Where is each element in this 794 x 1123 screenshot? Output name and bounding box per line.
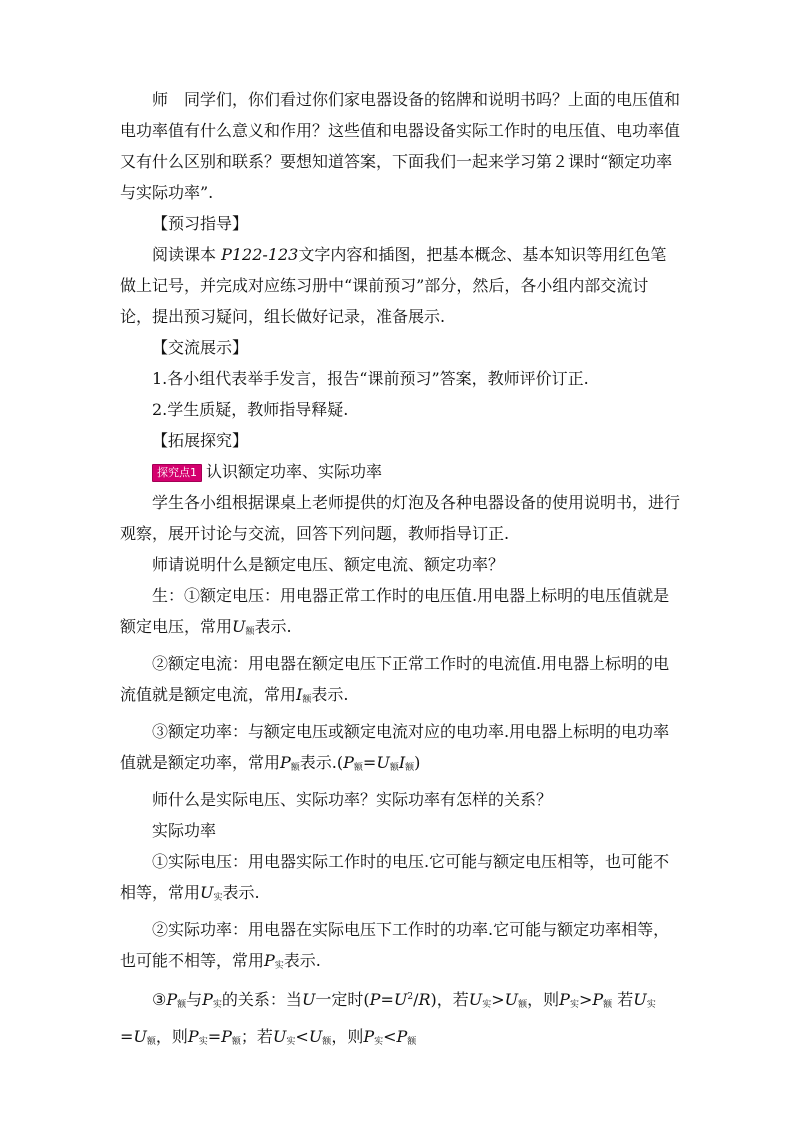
question-1: 师请说明什么是额定电压、额定电流、额定功率？ [152,555,505,574]
actual-power: ②实际功率：用电器在实际电压下工作时的功率.它可能与额定功率相等，也可能不相等，常用$P_实$表示. [120,920,670,971]
answer-rated-voltage: 生：①额定电压：用电器正常工作时的电压值.用电器上标明的电压值就是额定电压，常用$U_额$表示. [120,586,670,637]
heading-exchange: 【交流展示】 [152,338,249,357]
groups-paragraph: 学生各小组根据课桌上老师提供的灯泡及各种电器设备的使用说明书，进行观察，展开讨论与交流，回答下列问题，教师指导订正. [120,493,681,543]
exploration-point-heading [120,456,680,487]
document-page [120,84,680,1058]
exchange-item-1: 1.各小组代表举手发言，报告“课前预习”答案，教师评价订正. [152,369,589,388]
actual-voltage: ①实际电压：用电器实际工作时的电压.它可能与额定电压相等，也可能不相等，常用$U_实$表示. [120,852,670,903]
answer-rated-power: ③额定功率：与额定电压或额定电流对应的电功率.用电器上标明的电功率值就是额定功率，常用$P_额$表示$.(P_额=U_额I_额)$ [120,722,670,773]
intro-paragraph: 师 同学们，你们看过你们家电器设备的铭牌和说明书吗？上面的电压值和电功率值有什么意义和作用？这些值和电器设备实际工作时的电压值、电功率值又有什么区别和联系？要想知道答案，下面我们一起来学习第２课时“额定功率与实际功率”. [120,90,681,202]
exchange-item-2: 2.学生质疑，教师指导释疑. [152,400,349,419]
page-reference: P122-123 [221,245,299,264]
heading-expand: 【拓展探究】 [152,431,249,450]
heading-preview: 【预习指导】 [152,214,249,233]
answer-rated-current: ②额定电流：用电器在额定电压下正常工作时的电流值.用电器上标明的电流值就是额定电流，常用$I_额$表示. [120,654,670,705]
exploration-title: 认识额定功率、实际功率 [206,462,383,481]
preview-paragraph: 阅读课本 P122-123文字内容和插图，把基本概念、基本知识等用红色笔做上记号，并完成对应练习册中“课前预习”部分，然后，各小组内部交流讨论，提出预习疑问，组长做好记录，准备展示. [120,245,667,326]
question-2: 师什么是实际电压、实际功率？实际功率有怎样的关系？ [152,790,553,809]
exploration-badge: 探究点1 [152,464,202,482]
heading-actual-power: 实际功率 [152,821,217,840]
rated-vs-actual-relation: $③P_额$与$P_实$的关系：当U一定时$(P=U^2/R)$，若$U_实>U_额$，则$P_实>P_额$ 若$U_实=U_额$，则$P_实=P_额$；若$U_实<U_额$，则$P_实<P_额$ [120,990,656,1047]
